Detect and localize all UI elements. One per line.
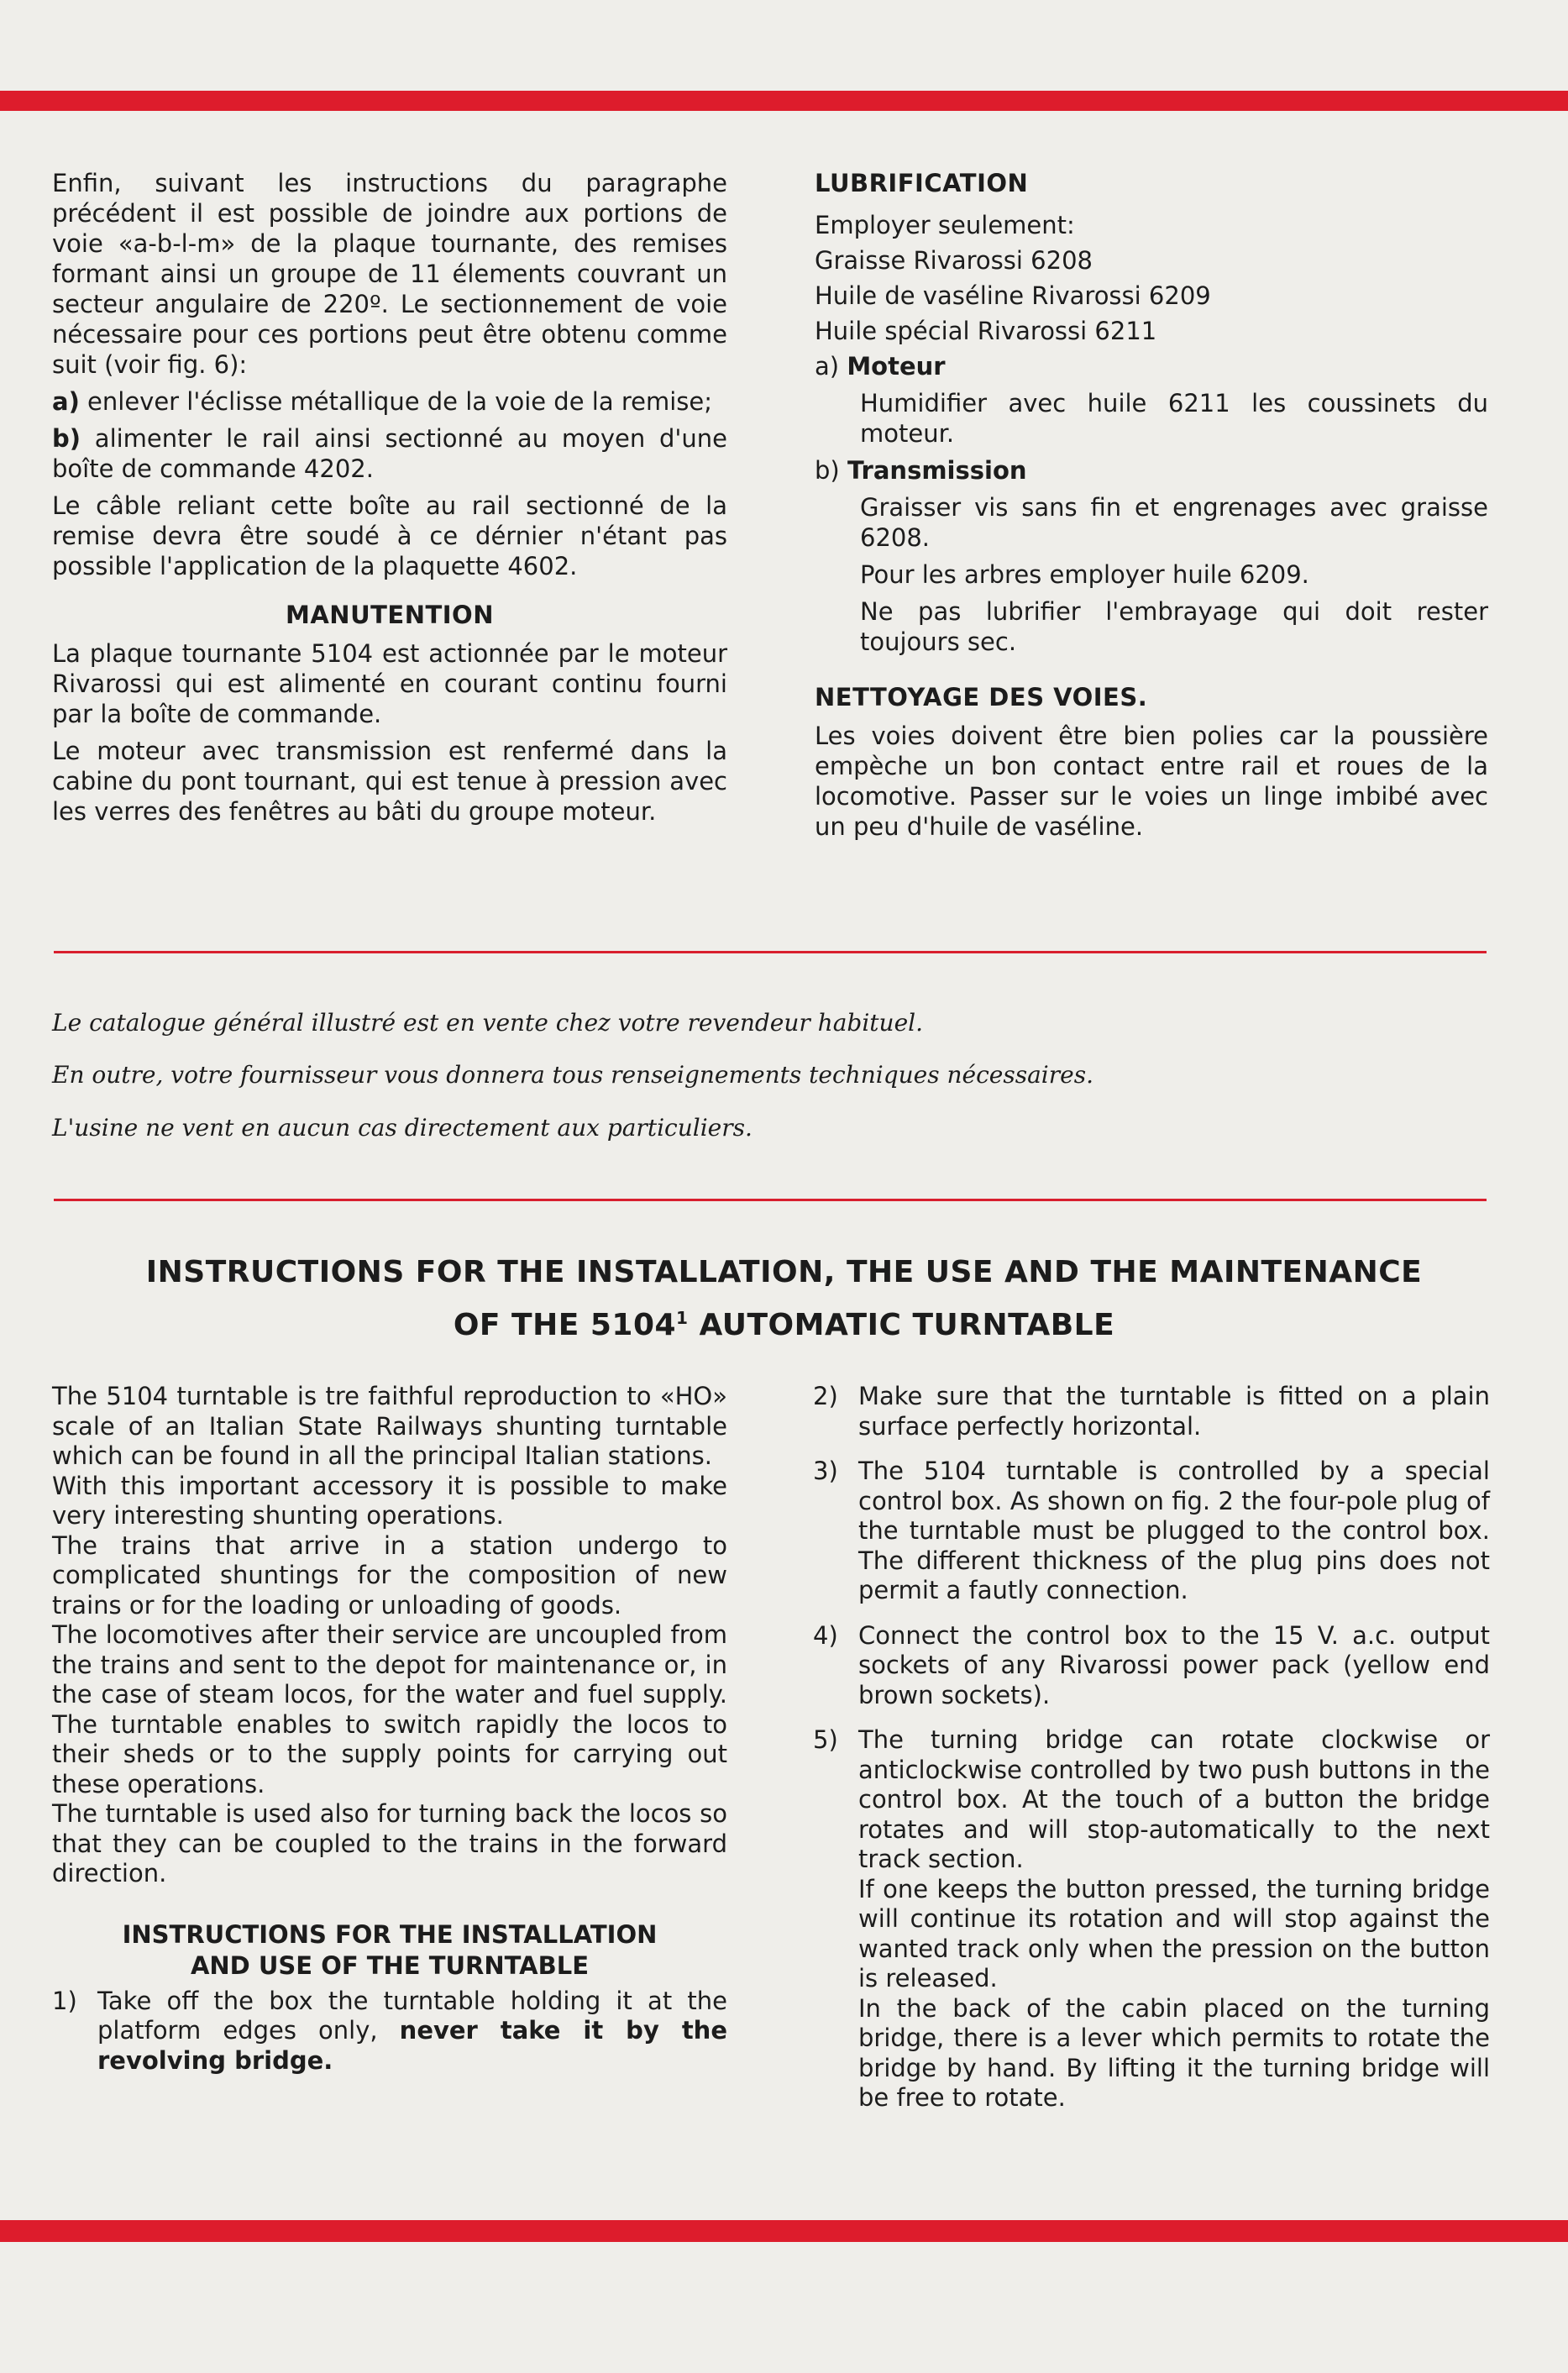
step-item <box>813 1725 1490 1875</box>
lubrification-heading: LUBRIFICATION <box>815 169 1029 197</box>
english-title-line-2 <box>84 1295 1484 1348</box>
transmission-text-2: Pour les arbres employer huile 6209. <box>860 560 1309 589</box>
step-text: The 5104 turntable is controlled by a special control box. As shown on fig. 2 the four-pole plug of the turntable must be plugged to the control box. The different thickness of the plug pins does not permit a fautly connection. <box>858 1457 1490 1604</box>
step-body <box>97 1987 727 2076</box>
title-rest-text: AUTOMATIC TURNTABLE <box>688 1308 1115 1342</box>
english-paragraph-1: The 5104 turntable is tre faithful reproduction to «HO» scale of an Italian State Railways shunting turntable which can be found in all the principal Italian stations. <box>52 1382 727 1470</box>
step-5-continuation-1: If one keeps the button pressed, the turning bridge will continue its rotation and will stop against the wanted track only when the pression on the button is released. <box>858 1874 1490 1992</box>
transmission-label: b) <box>815 456 840 485</box>
manutention-heading: MANUTENTION <box>286 601 494 629</box>
transmission-title: Transmission <box>847 456 1027 485</box>
lubricant-line: Huile de vaséline Rivarossi 6209 <box>815 281 1211 310</box>
top-red-band <box>0 91 1568 111</box>
english-paragraph-2: With this important accessory it is possible to make very interesting shunting operations. <box>52 1471 727 1530</box>
motor-subheading <box>815 351 1488 381</box>
english-title-line-1: INSTRUCTIONS FOR THE INSTALLATION, THE USE AND THE MAINTENANCE <box>145 1255 1423 1289</box>
french-right-column <box>815 168 1488 848</box>
step-a-paragraph <box>52 386 727 417</box>
step-1-warning: never take it by the revolving bridge. <box>97 2016 727 2075</box>
step-text: Make sure that the turntable is fitted on a plain surface perfectly horizontal. <box>858 1382 1490 1441</box>
installation-subheading-line-2: AND USE OF THE TURNTABLE <box>190 1950 590 1980</box>
catalogue-note: Le catalogue général illustré est en vente chez votre revendeur habituel. <box>52 1009 923 1037</box>
lubricant-line: Graisse Rivarossi 6208 <box>815 246 1093 275</box>
transmission-text-1: Graisser vis sans fin et engrenages avec graisse 6208. <box>860 493 1488 552</box>
transmission-text-3: Ne pas lubrifier l'embrayage qui doit rester toujours sec. <box>860 597 1488 656</box>
step-item <box>813 1457 1490 1606</box>
step-number: 5) <box>813 1725 838 1754</box>
step-item <box>813 1382 1490 1441</box>
transmission-subheading <box>815 455 1488 486</box>
motor-title: Moteur <box>847 352 946 381</box>
step-b-label: b) <box>52 424 81 453</box>
english-left-column <box>52 1382 727 2084</box>
footnote-marker: 1 <box>676 1308 689 1328</box>
red-divider-lower <box>54 1199 1487 1201</box>
motor-label: a) <box>815 352 840 381</box>
intro-paragraph: Enfin, suivant les instructions du paragraphe précédent il est possible de joindre aux portions de voie «a-b-l-m» de la plaque tournante, des remises formant ainsi un groupe de 11 élements couvrant un secteur angulaire de 220º. Le sectionnement de voie nécessaire pour ces portions peut être obtenu comme suit (voir fig. 6): <box>52 169 727 379</box>
title-model-text: OF THE 5104 <box>453 1308 677 1342</box>
step-5-continuation-2: In the back of the cabin placed on the turning bridge, there is a lever which permits to rotate the bridge by hand. By lifting it the turning bridge will be free to rotate. <box>858 1993 1490 2112</box>
step-text: Connect the control box to the 15 V. a.c. output sockets of any Rivarossi power pack (yellow end brown sockets). <box>858 1620 1490 1709</box>
english-right-column <box>813 1382 1490 2113</box>
red-divider-upper <box>54 951 1487 953</box>
step-b-paragraph <box>52 423 727 484</box>
english-paragraph-5: The turntable is used also for turning back the locos so that they can be coupled to the trains in the forward direction. <box>52 1799 727 1887</box>
step-1-text: Take off the box the turntable holding it at the platform edges only, <box>97 1986 727 2045</box>
step-text: The turning bridge can rotate clockwise or anticlockwise controlled by two push buttons in the control box. At the touch of a button the bridge rotates and will stop-automatically to the next track section. <box>858 1725 1490 1873</box>
english-title <box>84 1250 1484 1348</box>
english-paragraph-3: The trains that arrive in a station undergo to complicated shuntings for the composition of new trains or for the loading or unloading of goods. <box>52 1530 727 1620</box>
english-paragraph-4: The locomotives after their service are uncoupled from the trains and sent to the depot for maintenance or, in the case of steam locos, for the water and fuel supply. The turntable enables to switch rapidly the locos to their sheds or to the supply points for carrying out these operations. <box>52 1620 727 1798</box>
supplier-note: En outre, votre fournisseur vous donnera tous renseignements techniques nécessaires. <box>52 1061 1093 1089</box>
step-a-label: a) <box>52 387 80 416</box>
nettoyage-text: Les voies doivent être bien polies car la poussière empèche un bon contact entre rail et roues de la locomotive. Passer sur le voies un linge imbibé avec un peu d'huile de vaséline. <box>815 722 1488 841</box>
step-number: 1) <box>52 1986 77 2015</box>
step-item <box>813 1621 1490 1711</box>
lubricant-line: Huile spécial Rivarossi 6211 <box>815 317 1157 345</box>
cable-paragraph: Le câble reliant cette boîte au rail sectionné de la remise devra être soudé à ce dérnier n'étant pas possible l'application de la plaquette 4602. <box>52 491 727 580</box>
step-b-text: alimenter le rail ainsi sectionné au moyen d'une boîte de commande 4202. <box>52 424 727 483</box>
step-1-item <box>52 1987 727 2076</box>
step-a-text: enlever l'éclisse métallique de la voie de la remise; <box>79 387 712 416</box>
french-left-column <box>52 168 727 833</box>
lubricant-line: Employer seulement: <box>815 211 1075 239</box>
installation-subheading <box>52 1919 727 1982</box>
motor-text: Humidifier avec huile 6211 les coussinets du moteur. <box>860 389 1488 448</box>
bottom-red-band <box>0 2220 1568 2242</box>
nettoyage-heading: NETTOYAGE DES VOIES. <box>815 683 1148 711</box>
manutention-paragraph-1: La plaque tournante 5104 est actionnée par le moteur Rivarossi qui est alimenté en courant continu fourni par la boîte de commande. <box>52 639 727 728</box>
factory-note: L'usine ne vent en aucun cas directement aux particuliers. <box>52 1114 753 1142</box>
step-number: 3) <box>813 1457 838 1485</box>
step-number: 2) <box>813 1382 838 1410</box>
step-number: 4) <box>813 1620 838 1650</box>
installation-subheading-line-1: INSTRUCTIONS FOR THE INSTALLATION <box>122 1919 658 1949</box>
manutention-paragraph-2: Le moteur avec transmission est renfermé dans la cabine du pont tournant, qui est tenue à pression avec les verres des fenêtres au bâti du groupe moteur. <box>52 737 727 826</box>
